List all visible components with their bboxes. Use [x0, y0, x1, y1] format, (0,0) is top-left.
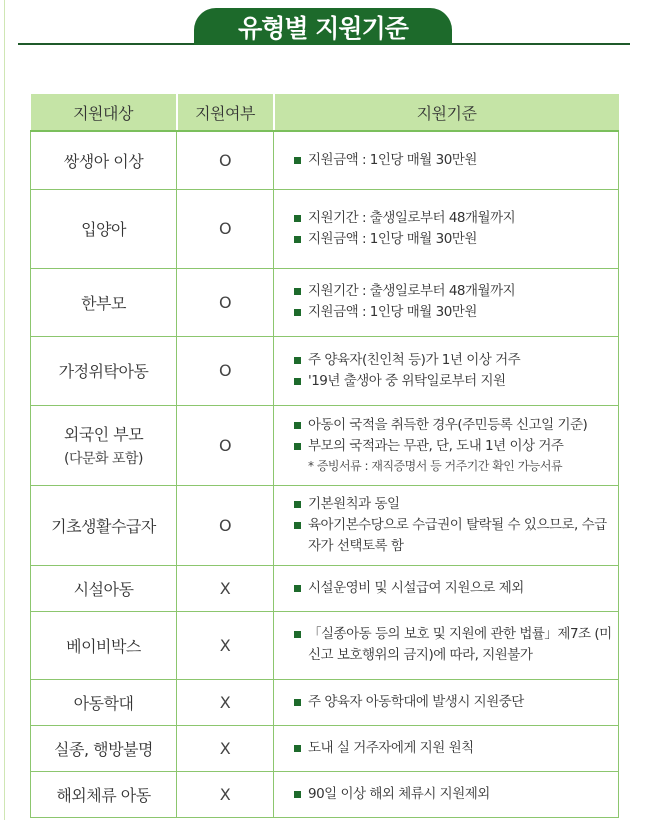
criteria-cell: [274, 131, 619, 189]
target-cell: 가정위탁아동: [31, 336, 177, 405]
criteria-item: 도내 실 거주자에게 지원 원칙: [294, 738, 612, 759]
target-cell: 해외체류 아동: [31, 771, 177, 817]
table-row: [31, 771, 619, 817]
table-row: [31, 131, 619, 189]
criteria-list: [294, 624, 612, 666]
support-cell: X: [177, 771, 274, 817]
support-cell: O: [177, 336, 274, 405]
table-row: [31, 268, 619, 336]
section-header: [0, 0, 645, 50]
column-header-target: 지원대상: [31, 94, 177, 131]
table-row: [31, 336, 619, 405]
target-cell: 아동학대: [31, 679, 177, 725]
criteria-cell: [274, 725, 619, 771]
criteria-list: [294, 692, 612, 713]
criteria-cell: [274, 336, 619, 405]
criteria-item: 주 양육자 아동학대에 발생시 지원중단: [294, 692, 612, 713]
target-sublabel: (다문화 포함): [64, 451, 143, 467]
column-header-support: 지원여부: [177, 94, 274, 131]
target-cell: 시설아동: [31, 565, 177, 611]
criteria-list: [294, 738, 612, 759]
target-cell: [31, 405, 177, 485]
criteria-item: 육아기본수당으로 수급권이 탈락될 수 있으므로, 수급자가 선택토록 함: [294, 515, 612, 557]
table-row: [31, 485, 619, 565]
criteria-list: [294, 784, 612, 805]
criteria-list: [294, 208, 612, 250]
criteria-item: 부모의 국적과는 무관, 단, 도내 1년 이상 거주: [294, 436, 612, 457]
left-border: [4, 0, 5, 820]
criteria-list: [294, 350, 612, 392]
criteria-cell: [274, 611, 619, 679]
support-cell: O: [177, 268, 274, 336]
criteria-item: 지원금액 : 1인당 매월 30만원: [294, 302, 612, 323]
page-title: 유형별 지원기준: [194, 8, 452, 45]
criteria-item: 시설운영비 및 시설급여 지원으로 제외: [294, 578, 612, 599]
criteria-list: [294, 494, 612, 557]
table-header-row: [31, 94, 619, 131]
criteria-cell: [274, 405, 619, 485]
criteria-item: 지원금액 : 1인당 매월 30만원: [294, 150, 612, 171]
support-cell: X: [177, 679, 274, 725]
target-cell: 베이비박스: [31, 611, 177, 679]
table-row: [31, 611, 619, 679]
support-cell: X: [177, 565, 274, 611]
criteria-cell: [274, 268, 619, 336]
target-label: 외국인 부모: [63, 425, 144, 444]
support-cell: O: [177, 131, 274, 189]
criteria-item: 주 양육자(친인척 등)가 1년 이상 거주: [294, 350, 612, 371]
support-cell: O: [177, 405, 274, 485]
criteria-cell: [274, 679, 619, 725]
support-cell: X: [177, 611, 274, 679]
target-cell: 실종, 행방불명: [31, 725, 177, 771]
criteria-item: '19년 출생아 중 위탁일로부터 지원: [294, 371, 612, 392]
criteria-item: 지원기간 : 출생일로부터 48개월까지: [294, 281, 612, 302]
table-row: [31, 565, 619, 611]
target-cell: 입양아: [31, 189, 177, 268]
criteria-note: * 증빙서류 : 재직증명서 등 거주기간 확인 가능서류: [308, 459, 563, 473]
column-header-criteria: 지원기준: [274, 94, 619, 131]
criteria-list: [294, 150, 612, 171]
table-row: [31, 405, 619, 485]
target-cell: 쌍생아 이상: [31, 131, 177, 189]
criteria-list: [294, 578, 612, 599]
criteria-item: 90일 이상 해외 체류시 지원제외: [294, 784, 612, 805]
table-row: [31, 725, 619, 771]
support-cell: O: [177, 485, 274, 565]
criteria-item: 지원기간 : 출생일로부터 48개월까지: [294, 208, 612, 229]
table-row: [31, 679, 619, 725]
criteria-cell: [274, 771, 619, 817]
criteria-cell: [274, 189, 619, 268]
criteria-list: [294, 415, 612, 457]
target-cell: 기초생활수급자: [31, 485, 177, 565]
criteria-list: [294, 281, 612, 323]
criteria-cell: [274, 565, 619, 611]
criteria-item: 「실종아동 등의 보호 및 지원에 관한 법률」제7조 (미신고 보호행위의 금지)에 따라, 지원불가: [294, 624, 612, 666]
criteria-item: 기본원칙과 동일: [294, 494, 612, 515]
support-cell: O: [177, 189, 274, 268]
table-row: [31, 189, 619, 268]
support-cell: X: [177, 725, 274, 771]
criteria-item: 지원금액 : 1인당 매월 30만원: [294, 229, 612, 250]
support-criteria-table: [30, 94, 619, 818]
target-cell: 한부모: [31, 268, 177, 336]
criteria-item: 아동이 국적을 취득한 경우(주민등록 신고일 기준): [294, 415, 612, 436]
criteria-cell: [274, 485, 619, 565]
